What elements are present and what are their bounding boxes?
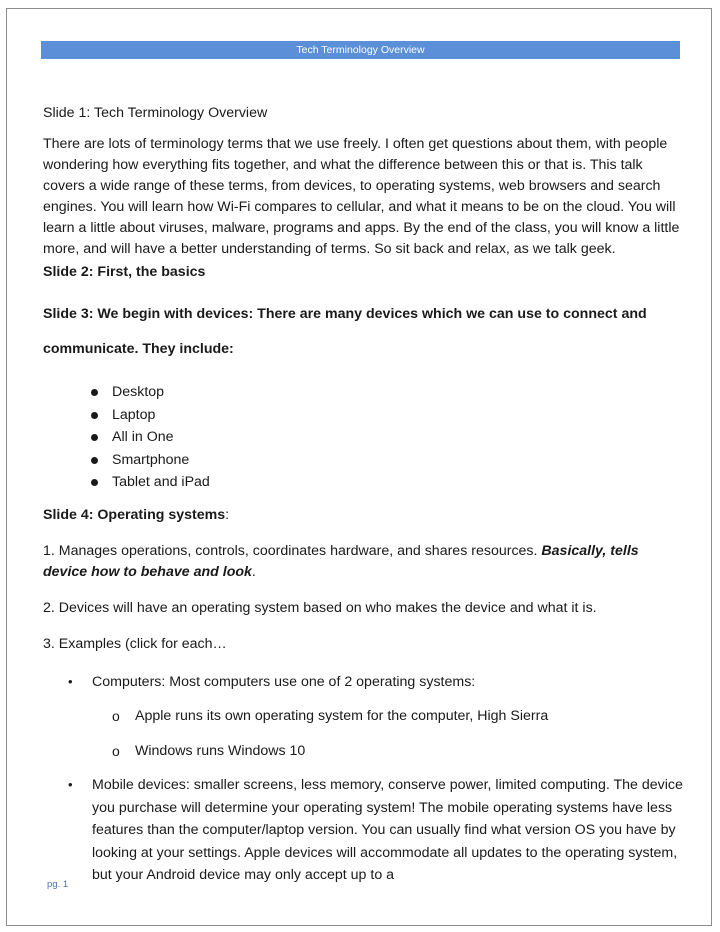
slide4-title: Slide 4: Operating systems bbox=[43, 506, 226, 523]
bullet-icon bbox=[91, 412, 98, 419]
mobile-text: Mobile devices: smaller screens, less memory, conserve power, limited computing. The device you purchase will determine your operating system! The mobile operating systems have less features than the computer/laptop version. You can usually find what version OS you have by looking at your settings. Apple devices will accommodate all updates to the operating system, but your Android device may only accept up to a bbox=[92, 777, 683, 883]
point1-emphasis: Basically, tells device how to behave and look bbox=[43, 542, 639, 580]
list-item bbox=[43, 381, 685, 404]
list-item bbox=[43, 471, 685, 494]
device-label: Tablet and iPad bbox=[112, 474, 210, 490]
circle-bullet-icon: o bbox=[112, 708, 120, 724]
device-label: Smartphone bbox=[112, 451, 190, 468]
examples-list bbox=[43, 671, 685, 887]
slide2-title: Slide 2: First, the basics bbox=[43, 264, 206, 280]
document-page bbox=[6, 8, 712, 926]
slide4-title-line bbox=[43, 505, 685, 526]
list-item bbox=[92, 740, 685, 763]
document-body bbox=[43, 103, 685, 887]
slide4-point3: 3. Examples (click for each… bbox=[43, 635, 227, 652]
computer-os-list bbox=[92, 705, 685, 762]
bullet-icon bbox=[91, 389, 98, 396]
computers-text: Computers: Most computers use one of 2 operating systems: bbox=[92, 673, 476, 690]
list-item bbox=[92, 705, 685, 728]
slide1-title: Slide 1: Tech Terminology Overview bbox=[43, 105, 268, 121]
os-item: Apple runs its own operating system for the computer, High Sierra bbox=[135, 708, 549, 724]
slide3-title: Slide 3: We begin with devices: There are many devices which we can use to connect and communicate. They include: bbox=[43, 306, 647, 357]
list-item bbox=[43, 774, 685, 887]
os-item: Windows runs Windows 10 bbox=[135, 742, 306, 759]
circle-bullet-icon: o bbox=[112, 742, 120, 759]
slide4-point2: 2. Devices will have an operating system based on who makes the device and what it is. bbox=[43, 599, 597, 616]
list-item bbox=[43, 449, 685, 472]
slide4-title-colon: : bbox=[225, 506, 230, 523]
bullet-icon bbox=[91, 479, 98, 486]
bullet-icon bbox=[91, 457, 98, 464]
page-number: pg. 1 bbox=[47, 879, 69, 890]
list-item bbox=[43, 426, 685, 449]
slide4-point1 bbox=[43, 541, 685, 583]
bullet-icon: • bbox=[68, 777, 73, 792]
device-label: Laptop bbox=[112, 406, 156, 423]
list-item bbox=[43, 671, 685, 763]
header-bar bbox=[41, 41, 680, 59]
header-title: Tech Terminology Overview bbox=[296, 44, 425, 56]
list-item bbox=[43, 404, 685, 427]
point1-text: 1. Manages operations, controls, coordinates hardware, and shares resources. bbox=[43, 542, 542, 559]
device-label: All in One bbox=[112, 429, 174, 445]
device-list bbox=[43, 381, 685, 494]
bullet-icon bbox=[91, 434, 98, 441]
slide1-body: There are lots of terminology terms that we use freely. I often get questions about them, with people wondering how everything fits together, and what the difference between this or that is. This talk covers a wide range of these terms, from devices, to operating systems, web browsers and search engines. You will learn how Wi-Fi compares to cellular, and what it means to be on the cloud. You will learn a little about viruses, malware, programs and apps. By the end of the class, you will know a little more, and will have a better understanding of terms. So sit back and relax, as we talk geek. bbox=[43, 136, 680, 257]
device-label: Desktop bbox=[112, 384, 165, 400]
bullet-icon: • bbox=[68, 673, 73, 689]
point1-end: . bbox=[251, 563, 256, 580]
